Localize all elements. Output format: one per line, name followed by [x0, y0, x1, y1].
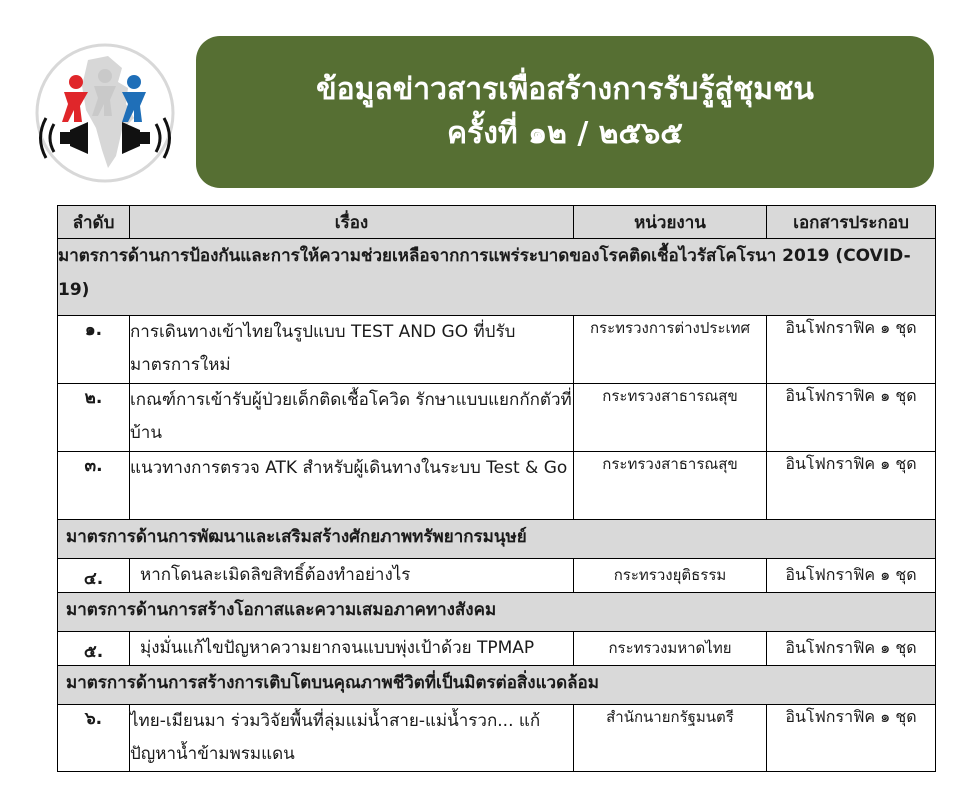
row-number: ๓. — [58, 452, 130, 520]
row-agency: กระทรวงสาธารณสุข — [574, 452, 767, 520]
section-row — [58, 239, 936, 316]
section-title: มาตรการด้านการสร้างการเติบโตบนคุณภาพชีวิตที่เป็นมิตรต่อสิ่งแวดล้อม — [58, 666, 936, 705]
row-title: มุ่งมั่นแก้ไขปัญหาความยากจนแบบพุ่งเป้าด้วย TPMAP — [130, 632, 574, 666]
row-title: หากโดนละเมิดลิขสิทธิ์ต้องทำอย่างไร — [130, 559, 574, 593]
row-number: ๖. — [58, 705, 130, 772]
page-title: ข้อมูลข่าวสารเพื่อสร้างการรับรู้สู่ชุมชน — [316, 72, 814, 107]
column-header-agency: หน่วยงาน — [574, 206, 767, 239]
row-title: ไทย-เมียนมา ร่วมวิจัยพื้นที่ลุ่มแม่น้ำสาย-แม่น้ำรวก... แก้ปัญหาน้ำข้ามพรมแดน — [130, 705, 574, 772]
title-banner — [196, 36, 934, 188]
column-header-title: เรื่อง — [130, 206, 574, 239]
table-row — [58, 632, 936, 666]
table-row — [58, 705, 936, 772]
row-document: อินโฟกราฟิค ๑ ชุด — [767, 705, 936, 772]
row-agency: กระทรวงสาธารณสุข — [574, 384, 767, 452]
section-row — [58, 520, 936, 559]
table-row — [58, 559, 936, 593]
news-table — [57, 205, 936, 772]
row-agency: กระทรวงมหาดไทย — [574, 632, 767, 666]
column-header-document: เอกสารประกอบ — [767, 206, 936, 239]
row-document: อินโฟกราฟิค ๑ ชุด — [767, 559, 936, 593]
issue-number: ครั้งที่ ๑๒ / ๒๕๖๕ — [447, 116, 683, 151]
row-title: เกณฑ์การเข้ารับผู้ป่วยเด็กติดเชื้อโควิด รักษาแบบแยกกักตัวที่บ้าน — [130, 384, 574, 452]
section-title: มาตรการด้านการสร้างโอกาสและความเสมอภาคทางสังคม — [58, 593, 936, 632]
row-number: ๑. — [58, 316, 130, 384]
table-header-row — [58, 206, 936, 239]
table-row — [58, 316, 936, 384]
row-document: อินโฟกราฟิค ๑ ชุด — [767, 632, 936, 666]
community-logo — [30, 38, 180, 188]
row-document: อินโฟกราฟิค ๑ ชุด — [767, 316, 936, 384]
row-title: การเดินทางเข้าไทยในรูปแบบ TEST AND GO ที่ปรับมาตรการใหม่ — [130, 316, 574, 384]
row-title: แนวทางการตรวจ ATK สำหรับผู้เดินทางในระบบ Test & Go — [130, 452, 574, 520]
row-agency: สำนักนายกรัฐมนตรี — [574, 705, 767, 772]
section-title: มาตรการด้านการป้องกันและการให้ความช่วยเหลือจากการแพร่ระบาดของโรคติดเชื้อไวรัสโคโรนา 2019 (COVID-19) — [58, 239, 936, 316]
row-number: ๕. — [58, 632, 130, 666]
column-header-no: ลำดับ — [58, 206, 130, 239]
row-document: อินโฟกราฟิค ๑ ชุด — [767, 384, 936, 452]
section-row — [58, 593, 936, 632]
section-row — [58, 666, 936, 705]
table-row — [58, 452, 936, 520]
table-row — [58, 384, 936, 452]
row-document: อินโฟกราฟิค ๑ ชุด — [767, 452, 936, 520]
row-number: ๔. — [58, 559, 130, 593]
row-agency: กระทรวงยุติธรรม — [574, 559, 767, 593]
row-number: ๒. — [58, 384, 130, 452]
row-agency: กระทรวงการต่างประเทศ — [574, 316, 767, 384]
section-title: มาตรการด้านการพัฒนาและเสริมสร้างศักยภาพทรัพยากรมนุษย์ — [58, 520, 936, 559]
